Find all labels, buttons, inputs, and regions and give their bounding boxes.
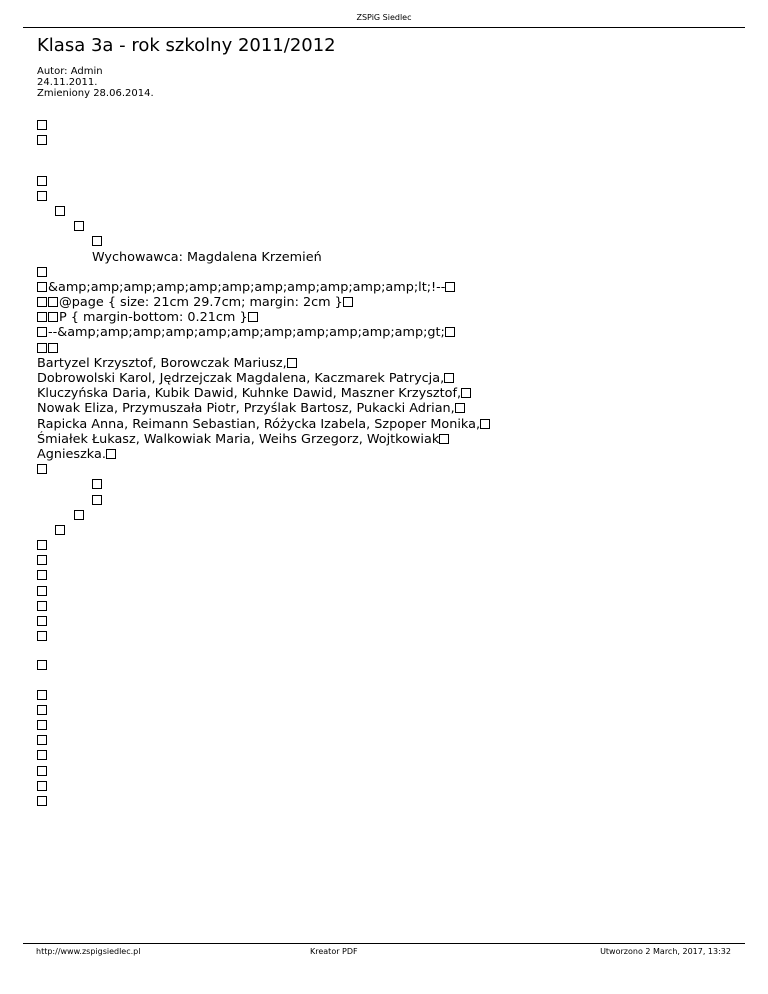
missing-glyph-icon: [55, 525, 65, 535]
missing-glyph-icon: [37, 766, 47, 776]
code-line: @page { size: 21cm 29.7cm; margin: 2cm }: [37, 295, 491, 310]
missing-glyph-icon: [37, 720, 47, 730]
body-line: [37, 553, 491, 568]
site-name: ZSPiG Siedlec: [356, 13, 412, 22]
missing-glyph-icon: [480, 419, 490, 429]
missing-glyph-icon: [37, 616, 47, 626]
body-line: [37, 599, 491, 614]
missing-glyph-icon: [55, 206, 65, 216]
missing-glyph-icon: [287, 358, 297, 368]
body-line: [37, 118, 491, 133]
missing-glyph-icon: [439, 434, 449, 444]
code-line: P { margin-bottom: 0.21cm }: [37, 310, 491, 325]
body-line: [37, 629, 491, 644]
student-line: Nowak Eliza, Przymuszała Piotr, Przyślak Bartosz, Pukacki Adrian,: [37, 401, 491, 416]
missing-glyph-icon: [37, 735, 47, 745]
missing-glyph-icon: [37, 796, 47, 806]
body-line: [37, 508, 491, 523]
body-line: [37, 568, 491, 583]
missing-glyph-icon: [48, 312, 58, 322]
missing-glyph-icon: [445, 327, 455, 337]
missing-glyph-icon: [37, 586, 47, 596]
body-line: [37, 733, 491, 748]
body-line: [37, 133, 491, 148]
body-line: [37, 219, 491, 234]
missing-glyph-icon: [37, 343, 47, 353]
code-line: --&amp;amp;amp;amp;amp;amp;amp;amp;amp;amp;amp;gt;: [37, 325, 491, 340]
body-line: [37, 748, 491, 763]
article-meta: [37, 66, 154, 99]
body-line: [37, 234, 491, 249]
body-line: [37, 523, 491, 538]
modified-date: Zmieniony 28.06.2014.: [37, 88, 154, 99]
missing-glyph-icon: [92, 479, 102, 489]
missing-glyph-icon: [74, 510, 84, 520]
missing-glyph-icon: [37, 282, 47, 292]
missing-glyph-icon: [37, 176, 47, 186]
missing-glyph-icon: [48, 297, 58, 307]
missing-glyph-icon: [37, 601, 47, 611]
body-line: [37, 703, 491, 718]
student-line: Bartyzel Krzysztof, Borowczak Mariusz,: [37, 356, 491, 371]
missing-glyph-icon: [37, 690, 47, 700]
student-line: Agnieszka.: [37, 447, 491, 462]
body-line: [37, 158, 491, 173]
student-line: Rapicka Anna, Reimann Sebastian, Różycka Izabela, Szpoper Monika,: [37, 417, 491, 432]
created-date: 24.11.2011.: [37, 77, 98, 88]
missing-glyph-icon: [37, 555, 47, 565]
missing-glyph-icon: [248, 312, 258, 322]
missing-glyph-icon: [445, 282, 455, 292]
student-line: Śmiałek Łukasz, Walkowiak Maria, Weihs Grzegorz, Wojtkowiak: [37, 432, 491, 447]
missing-glyph-icon: [37, 327, 47, 337]
missing-glyph-icon: [343, 297, 353, 307]
missing-glyph-icon: [37, 312, 47, 322]
missing-glyph-icon: [37, 135, 47, 145]
code-line: &amp;amp;amp;amp;amp;amp;amp;amp;amp;amp;amp;lt;!--: [37, 280, 491, 295]
missing-glyph-icon: [37, 570, 47, 580]
footer-created: Utworzono 2 March, 2017, 13:32: [600, 947, 731, 956]
article-title: Klasa 3a - rok szkolny 2011/2012: [37, 35, 336, 56]
body-line: [37, 584, 491, 599]
footer-generator: Kreator PDF: [310, 947, 358, 956]
student-line: Dobrowolski Karol, Jędrzejczak Magdalena, Kaczmarek Patrycja,: [37, 371, 491, 386]
body-line: [37, 614, 491, 629]
missing-glyph-icon: [37, 297, 47, 307]
body-line: [37, 794, 491, 809]
body-line: [37, 189, 491, 204]
article-body: [37, 118, 491, 809]
body-line: [37, 764, 491, 779]
missing-glyph-icon: [106, 449, 116, 459]
body-line: [37, 688, 491, 703]
body-line: [37, 462, 491, 477]
author-line: Autor: Admin: [37, 66, 103, 77]
footer-url: http://www.zspigsiedlec.pl: [36, 947, 141, 956]
missing-glyph-icon: [37, 464, 47, 474]
missing-glyph-icon: [37, 781, 47, 791]
missing-glyph-icon: [37, 191, 47, 201]
body-line: [37, 493, 491, 508]
body-line: [37, 174, 491, 189]
missing-glyph-icon: [444, 373, 454, 383]
missing-glyph-icon: [37, 705, 47, 715]
body-line: [37, 718, 491, 733]
missing-glyph-icon: [74, 221, 84, 231]
body-line: [37, 341, 491, 356]
body-line: [37, 204, 491, 219]
body-line: [37, 265, 491, 280]
missing-glyph-icon: [37, 267, 47, 277]
body-line: [37, 477, 491, 492]
missing-glyph-icon: [455, 403, 465, 413]
page-header: [23, 10, 745, 28]
missing-glyph-icon: [37, 631, 47, 641]
missing-glyph-icon: [92, 236, 102, 246]
student-line: Kluczyńska Daria, Kubik Dawid, Kuhnke Dawid, Maszner Krzysztof,: [37, 386, 491, 401]
missing-glyph-icon: [37, 120, 47, 130]
body-line: [37, 538, 491, 553]
page-footer: [23, 943, 745, 960]
missing-glyph-icon: [461, 388, 471, 398]
body-line: [37, 779, 491, 794]
missing-glyph-icon: [37, 540, 47, 550]
missing-glyph-icon: [37, 750, 47, 760]
body-line: [37, 658, 491, 673]
missing-glyph-icon: [37, 660, 47, 670]
teacher-line: Wychowawca: Magdalena Krzemień: [92, 249, 322, 265]
missing-glyph-icon: [48, 343, 58, 353]
missing-glyph-icon: [92, 495, 102, 505]
